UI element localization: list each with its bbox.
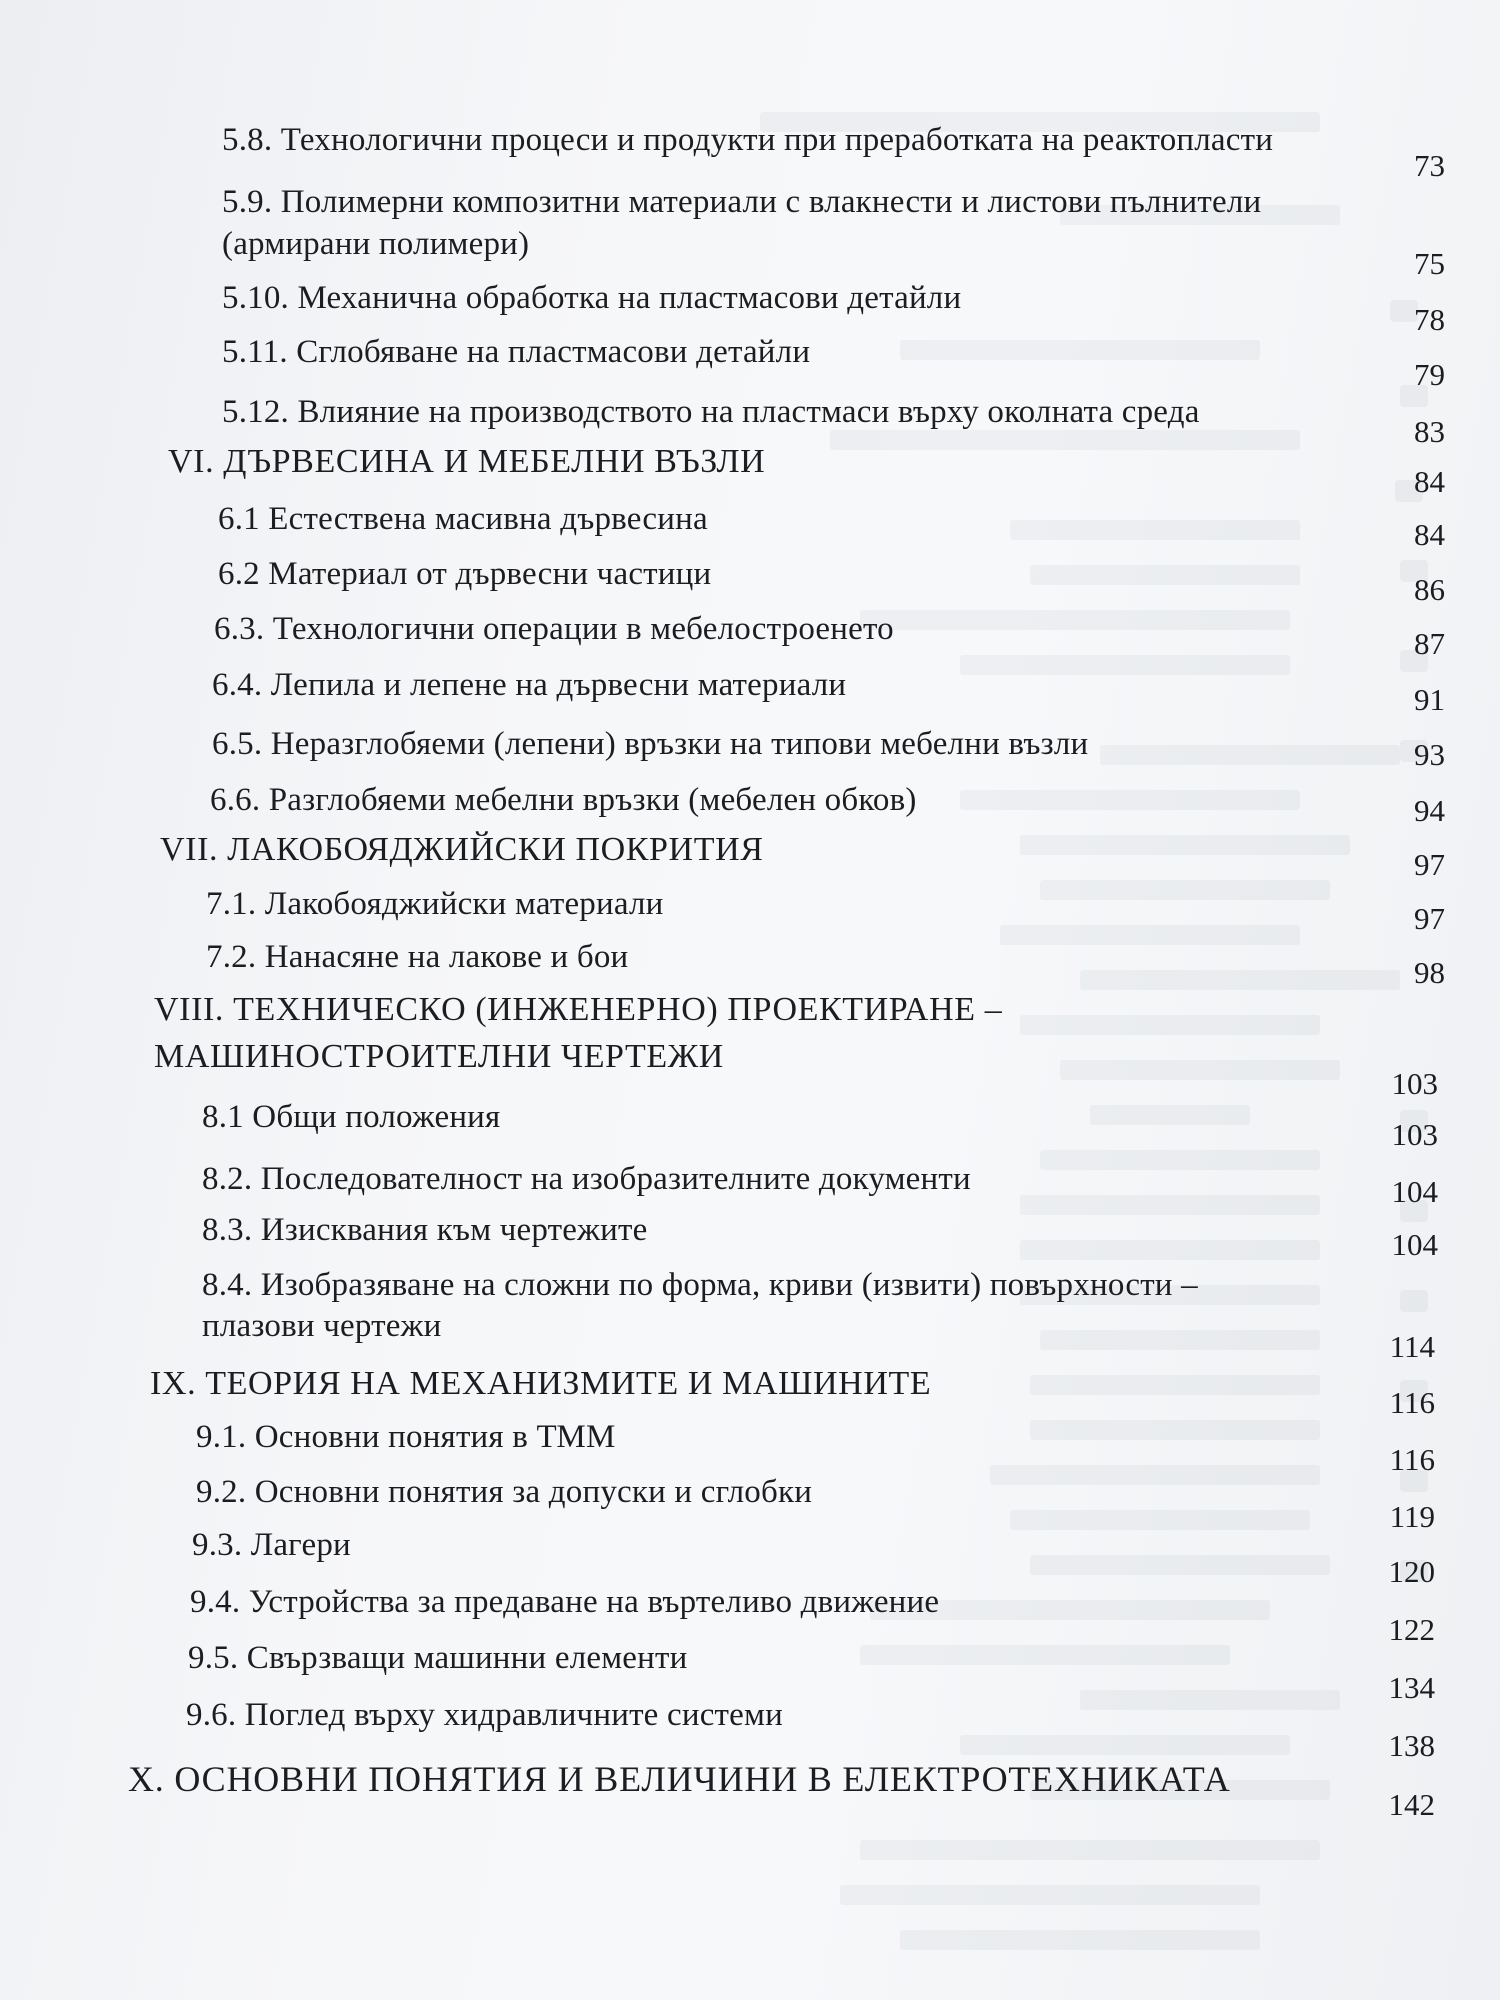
toc-page-9-5: 134 <box>1388 1670 1435 1705</box>
toc-page-6-1: 84 <box>1414 517 1445 552</box>
toc-page-7-1: 97 <box>1414 901 1445 936</box>
toc-page-8-1: 103 <box>1391 1117 1438 1152</box>
toc-entry-6-1: 6.1 Естествена масивна дървесина <box>218 501 708 537</box>
toc-page-8-2: 104 <box>1391 1174 1438 1209</box>
toc-page-6-2: 86 <box>1414 572 1445 607</box>
toc-chapter-6: VI. ДЪРВЕСИНА И МЕБЕЛНИ ВЪЗЛИ <box>168 443 766 480</box>
toc-entry-5-8: 5.8. Технологични процеси и продукти при преработката на реактопласти <box>222 122 1274 158</box>
toc-entry-8-3: 8.3. Изисквания към чертежите <box>202 1212 648 1248</box>
toc-page-chapter-6: 84 <box>1414 464 1445 499</box>
toc-entry-5-9-cont: (армирани полимери) <box>222 226 530 262</box>
toc-page-6-4: 91 <box>1414 682 1445 717</box>
toc-entry-8-4: 8.4. Изобразяване на сложни по форма, криви (извити) повърхности – <box>202 1267 1198 1303</box>
toc-chapter-8-cont: МАШИНОСТРОИТЕЛНИ ЧЕРТЕЖИ <box>154 1038 724 1075</box>
toc-page-chapter-7: 97 <box>1414 847 1445 882</box>
toc-chapter-10: X. ОСНОВНИ ПОНЯТИЯ И ВЕЛИЧИНИ В ЕЛЕКТРОТЕХНИКАТА <box>128 1759 1231 1799</box>
toc-entry-7-1: 7.1. Лакобояджийски материали <box>206 886 664 922</box>
toc-page-6-5: 93 <box>1414 737 1445 772</box>
toc-entry-6-5: 6.5. Неразглобяеми (лепени) връзки на типови мебелни възли <box>212 726 1089 762</box>
toc-entry-6-3: 6.3. Технологични операции в мебелостроенето <box>214 611 894 647</box>
toc-chapter-9: IX. ТЕОРИЯ НА МЕХАНИЗМИТЕ И МАШИНИТЕ <box>150 1365 932 1402</box>
toc-entry-9-4: 9.4. Устройства за предаване на въртеливо движение <box>190 1584 940 1620</box>
toc-entry-7-2: 7.2. Нанасяне на лакове и бои <box>206 939 629 975</box>
toc-entry-9-6: 9.6. Поглед върху хидравличните системи <box>186 1697 783 1733</box>
toc-entry-9-5: 9.5. Свързващи машинни елементи <box>188 1640 688 1676</box>
toc-entry-6-2: 6.2 Материал от дървесни частици <box>218 556 712 592</box>
toc-entry-5-11: 5.11. Сглобяване на пластмасови детайли <box>222 334 811 370</box>
toc-page-6-6: 94 <box>1414 793 1445 828</box>
toc-page-5-8: 73 <box>1414 148 1445 183</box>
toc-page-8-4: 114 <box>1389 1329 1435 1364</box>
toc-page-5-10: 78 <box>1414 302 1445 337</box>
toc-page-8-3: 104 <box>1391 1227 1438 1262</box>
toc-entry-9-1: 9.1. Основни понятия в ТММ <box>196 1419 616 1455</box>
toc-entry-6-4: 6.4. Лепила и лепене на дървесни материали <box>212 667 847 703</box>
toc-page-9-4: 122 <box>1388 1612 1435 1647</box>
toc-entry-5-9: 5.9. Полимерни композитни материали с влакнести и листови пълнители <box>222 184 1262 220</box>
toc-chapter-8: VIII. ТЕХНИЧЕСКО (ИНЖЕНЕРНО) ПРОЕКТИРАНЕ – <box>154 991 1003 1028</box>
toc-page-9-1: 116 <box>1389 1442 1435 1477</box>
toc-page-chapter-9: 116 <box>1389 1385 1435 1420</box>
toc-page-9-6: 138 <box>1388 1728 1435 1763</box>
toc-page-5-11: 79 <box>1414 357 1445 392</box>
toc-page-5-12: 83 <box>1414 414 1445 449</box>
toc-page-6-3: 87 <box>1414 626 1445 661</box>
toc-entry-5-12: 5.12. Влияние на производството на пластмаси върху околната среда <box>222 394 1200 430</box>
toc-entry-8-1: 8.1 Общи положения <box>202 1099 501 1135</box>
toc-entry-9-3: 9.3. Лагери <box>192 1527 351 1563</box>
toc-chapter-7: VII. ЛАКОБОЯДЖИЙСКИ ПОКРИТИЯ <box>160 831 764 868</box>
toc-entry-8-2: 8.2. Последователност на изобразителните документи <box>202 1161 971 1197</box>
toc-page-chapter-10: 142 <box>1388 1787 1435 1822</box>
toc-page-9-2: 119 <box>1389 1499 1435 1534</box>
toc-entry-8-4-cont: плазови чертежи <box>202 1308 442 1344</box>
toc-page-7-2: 98 <box>1414 955 1445 990</box>
toc-entry-5-10: 5.10. Механична обработка на пластмасови детайли <box>222 280 962 316</box>
toc-page-chapter-8: 103 <box>1391 1066 1438 1101</box>
toc-page-9-3: 120 <box>1388 1554 1435 1589</box>
toc-entry-9-2: 9.2. Основни понятия за допуски и сглобки <box>196 1474 813 1510</box>
toc-page-5-9: 75 <box>1414 246 1445 281</box>
toc-entry-6-6: 6.6. Разглобяеми мебелни връзки (мебелен обков) <box>210 782 917 818</box>
